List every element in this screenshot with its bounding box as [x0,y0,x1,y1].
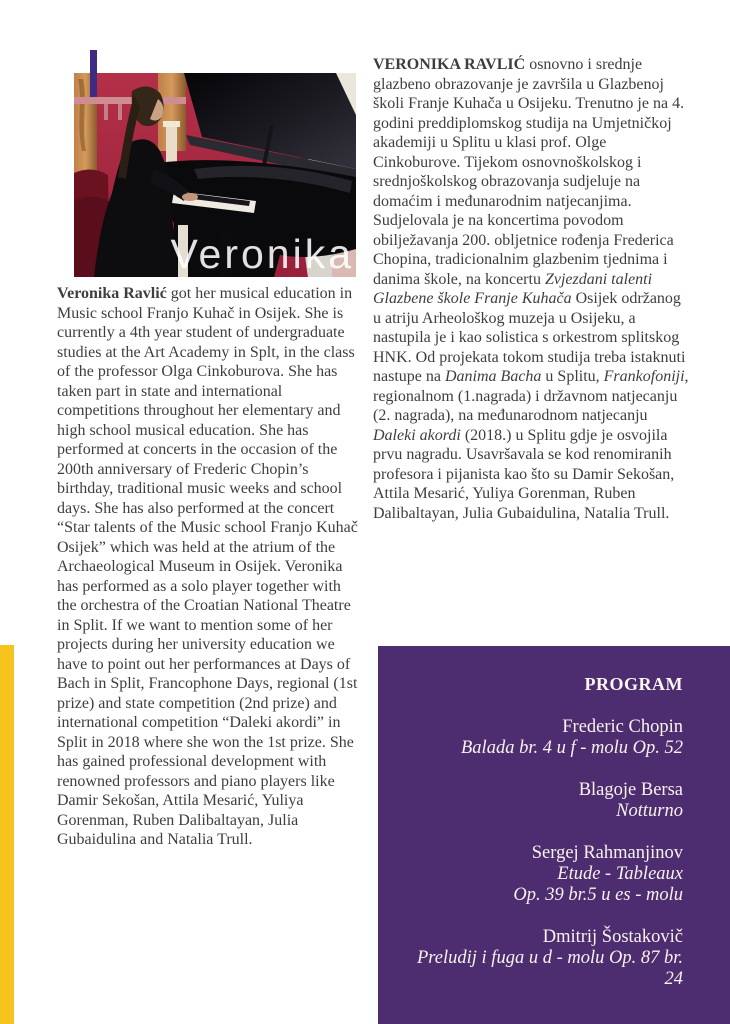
composer-name: Blagoje Bersa [578,780,683,800]
program-box [378,646,730,1024]
bio-text-segment: Zvjezdani talenti Glazbene škole Franje Kuhača [373,270,653,307]
bio-text-segment: osnovno i srednje glazbeno obrazovanje je završila u Glazbenoj školi Franje Kuhača u Osijeku. Trenutno je na 4. godini preddiplomskog studija na Umjetničkoj akademiji u Splitu u klasi prof. Olge Cinkoburove. Tijekom osnovnoškolskog i srednjoškolskog obrazovanja sudjeluje na domaćim i međunarodnim natjecanjima. Sudjelovala je na koncertima povodom obilježavanja 200. obljetnice rođenja Frederica Chopina, tradicionalnim glazbenim tjednima i danima škole, na koncertu [373,56,685,288]
program-group [396,780,683,822]
composer-name: Sergej Rahmanjinov [531,843,683,863]
program-group [396,927,683,990]
bio-croatian-paragraph [373,55,692,523]
bio-text-segment: got her musical education in Music school Franjo Kuhač in Osijek. She is currently a 4th year student of undergraduate studies at the Art Academy in Splt, in the class of the professor Olga Cinkoburova. She has taken part in state and international competitions throughout her elementary and high school musical education. She has performed at concerts in the occasion of the 200th anniversary of Frederic Chopin’s birthday, traditional music weeks and school days. She has also performed at the concert “Star talents of the Music school Franjo Kuhač Osijek” which was held at the atrium of the Archaeological Museum in Osijek. Veronika has performed as a solo player together with the orchestra of the Croatian National Theatre in Split. If we want to mention some of her projects during her university education we have to point out her performances at Days of Bach in Split, Francophone Days, regional (1st prize) and state competition (2nd prize) and international competition “Daleki akordi” in Split in 2018 where she won the 1st prize. She has gained professional development with renowned professors and piano players like Damir Sekošan, Attila Mesarić, Yuliya Gorenman, Ruben Dalibaltayan, Julia Gubaidulina and Natalia Trull. [57,285,358,848]
photo-overlay-title: Veronika [170,231,354,277]
bio-text-segment: Danima Bacha [444,368,542,385]
bio-text-segment: , regionalnom (1.nagrada) i državnom natjecanju (2. nagrada), na međunarodnom natjecanju [373,368,689,424]
piece-title: Notturno [616,801,683,821]
bio-text-segment: Osijek održanog u atriju Arheološkog muzeja u Osijeku, a nastupila je i kao solistica s orkestrom splitskog HNK. Od projekata tokom studija treba istaknuti nastupe na [373,290,686,385]
composer-name: Dmitrij Šostakovič [542,927,683,947]
composer-name: Frederic Chopin [562,717,683,737]
bio-text-segment: Veronika Ravlić [57,285,167,302]
program-group [396,717,683,759]
bio-text-segment: (2018.) u Splitu gdje je osvojila prvu nagradu. Usavršavala se kod renomiranih profesora i pijanista kao što su Damir Sekošan, Attila Mesarić, Yuliya Gorenman, Ruben Dalibaltayan, Julia Gubaidulina, Natalia Trull. [373,426,675,522]
bio-english-paragraph [57,284,364,850]
purple-accent-mark [90,50,97,97]
yellow-accent-bar [0,645,14,1024]
bio-english-column [57,284,364,850]
piece-title: Etude - Tableaux [557,864,683,884]
program-title: PROGRAM [584,674,683,694]
bio-text-segment: VERONIKA RAVLIĆ [373,56,526,73]
program-list [396,717,683,990]
bio-croatian-column [373,55,692,523]
piece-title: Op. 39 br.5 u es - molu [513,885,683,905]
pianist-photo [74,73,356,277]
bio-text-segment: Frankofoniji [603,368,685,385]
bio-text-segment: u Splitu, [541,368,604,385]
program-group [396,843,683,906]
bio-text-segment: Daleki akordi [373,426,461,444]
piece-title: Preludij i fuga u d - molu Op. 87 br. 24 [416,948,683,989]
piece-title: Balada br. 4 u f - molu Op. 52 [461,738,683,758]
